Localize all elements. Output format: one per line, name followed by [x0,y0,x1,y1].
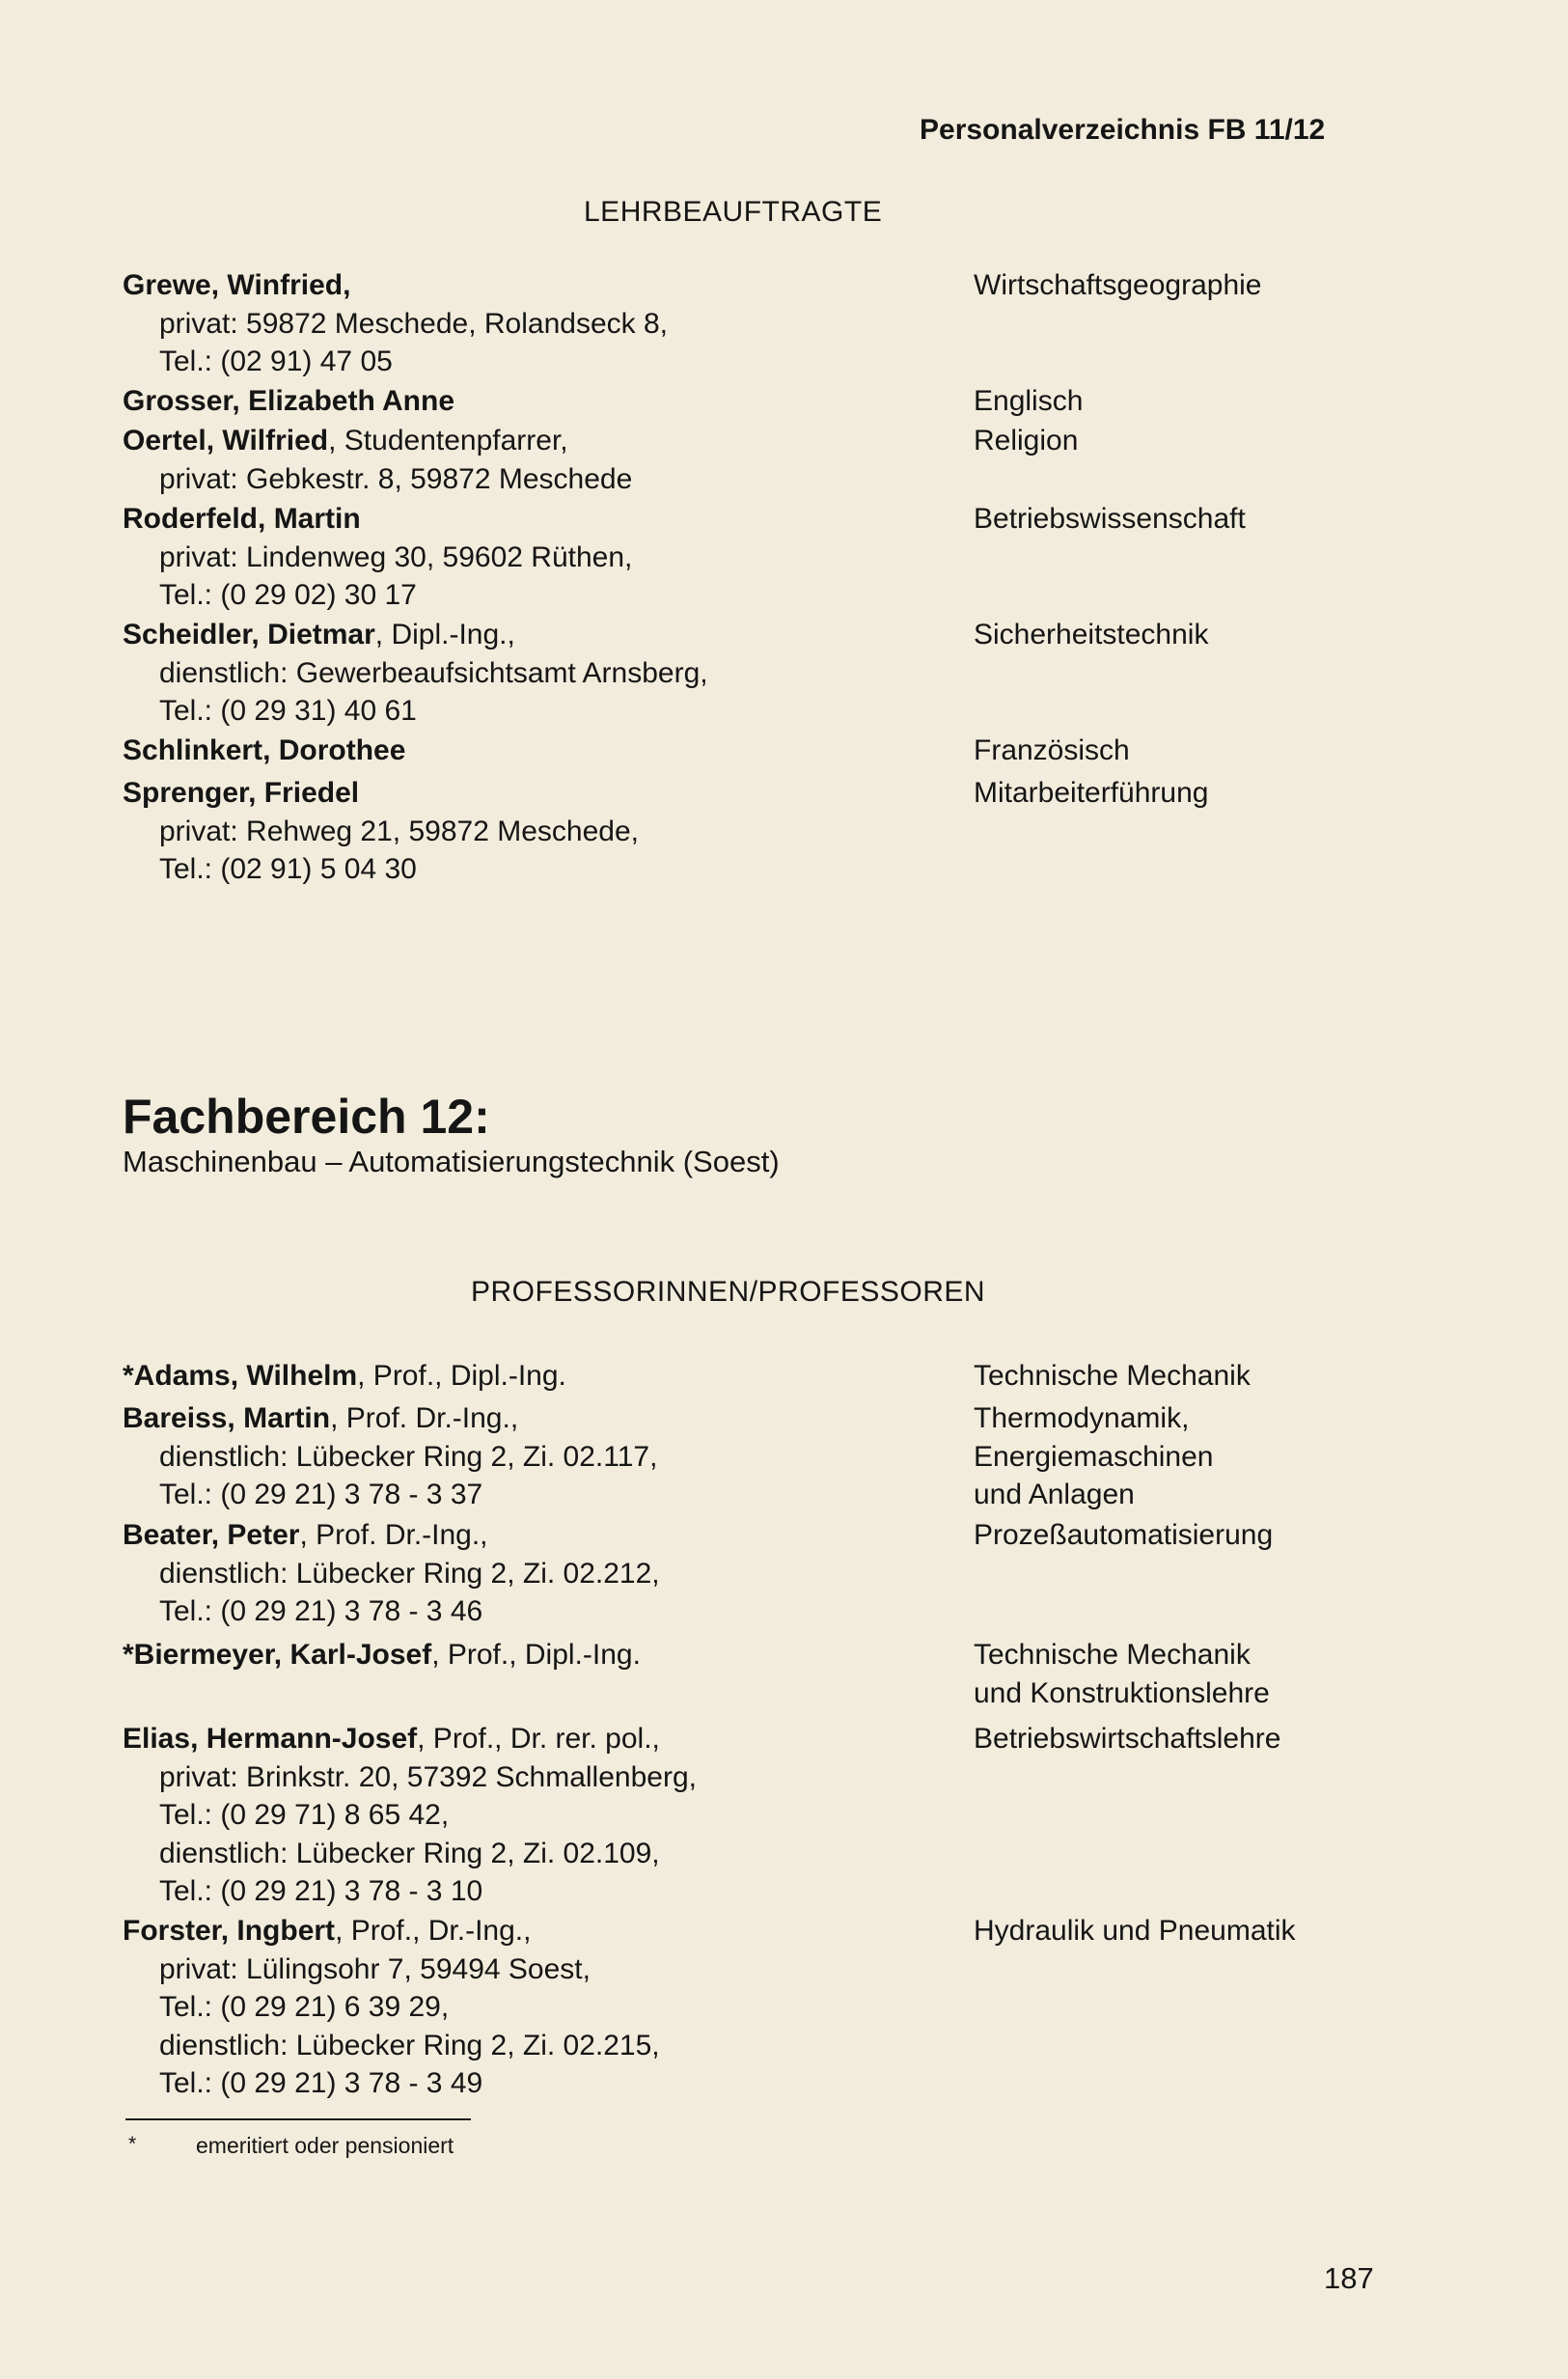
entry-phone: Tel.: (0 29 21) 3 78 - 3 46 [159,1595,483,1627]
entry-phone: Tel.: (0 29 71) 8 65 42, [159,1799,450,1831]
person-entry: Bareiss, Martin, Prof. Dr.-Ing., dienstlich: Lübecker Ring 2, Zi. 02.117, Tel.: (0 29 21) 3 78 - 3 37 [123,1399,991,1514]
fachbereich-title: Fachbereich 12: [123,1090,490,1144]
entry-phone: Tel.: (02 91) 47 05 [159,346,393,377]
entry-address: privat: Lülingsohr 7, 59494 Soest, [159,1952,591,1985]
page-number: 187 [1324,2261,1374,2295]
subject-label: Wirtschaftsgeographie [974,269,1262,301]
subject-label: Mitarbeiterführung [974,777,1209,809]
subject-label: Religion [974,425,1079,456]
person-entry: Grosser, Elizabeth Anne [123,385,455,417]
subject-label: Technische Mechanik und Konstruktionslehre [974,1639,1270,1709]
person-entry: Grewe, Winfried, privat: 59872 Meschede, Rolandseck 8, Tel.: (02 91) 47 05 [123,266,991,381]
entry-phone: Tel.: (0 29 02) 30 17 [159,579,417,611]
entry-address: privat: Rehweg 21, 59872 Meschede, [159,815,639,847]
section-heading-lehrbeauftragte: LEHRBEAUFTRAGTE [584,196,883,228]
person-entry: *Adams, Wilhelm, Prof., Dipl.-Ing. [123,1360,566,1392]
entry-address: privat: Lindenweg 30, 59602 Rüthen, [159,540,633,573]
entry-address: dienstlich: Lübecker Ring 2, Zi. 02.215, [159,2029,660,2061]
entry-address: privat: 59872 Meschede, Rolandseck 8, [159,307,668,340]
entry-phone: Tel.: (02 91) 5 04 30 [159,853,417,885]
subject-label: Prozeßautomatisierung [974,1519,1274,1551]
entry-phone: Tel.: (0 29 21) 3 78 - 3 49 [159,2067,483,2099]
entry-address: dienstlich: Lübecker Ring 2, Zi. 02.212, [159,1557,660,1590]
subject-label: Betriebswissenschaft [974,503,1246,535]
entry-address: dienstlich: Lübecker Ring 2, Zi. 02.109, [159,1837,660,1869]
person-entry: Roderfeld, Martin privat: Lindenweg 30, 59602 Rüthen, Tel.: (0 29 02) 30 17 [123,500,991,615]
person-entry: Elias, Hermann-Josef, Prof., Dr. rer. pol., privat: Brinkstr. 20, 57392 Schmallenberg, Tel.: (0 29 71) 8 65 42, dienstlich: Lübecker Ring 2, Zi. 02.109, Tel.: (0 29 21) 3 78 - 3 10 [123,1720,991,1911]
entry-phone: Tel.: (0 29 21) 6 39 29, [159,1991,450,2023]
footnote-rule [125,2118,471,2120]
footnote-marker: * [128,2133,137,2155]
person-entry: Forster, Ingbert, Prof., Dr.-Ing., privat: Lülingsohr 7, 59494 Soest, Tel.: (0 29 21) 6 39 29, dienstlich: Lübecker Ring 2, Zi. 02.215, Tel.: (0 29 21) 3 78 - 3 49 [123,1912,991,2103]
section-heading-professoren: PROFESSORINNEN/PROFESSOREN [471,1276,986,1308]
entry-address: dienstlich: Gewerbeaufsichtsamt Arnsberg, [159,656,708,689]
subject-label: Englisch [974,385,1084,417]
subject-label: Französisch [974,734,1130,766]
fachbereich-subtitle: Maschinenbau – Automatisierungstechnik (Soest) [123,1145,780,1178]
entry-address: privat: Brinkstr. 20, 57392 Schmallenberg, [159,1760,697,1793]
entry-address: privat: Gebkestr. 8, 59872 Meschede [159,462,633,495]
person-entry: Oertel, Wilfried, Studentenpfarrer, privat: Gebkestr. 8, 59872 Meschede [123,422,991,498]
person-entry: Scheidler, Dietmar, Dipl.-Ing., dienstlich: Gewerbeaufsichtsamt Arnsberg, Tel.: (0 29 31) 40 61 [123,616,991,731]
subject-label: Sicherheitstechnik [974,619,1209,650]
subject-label: Thermodynamik, Energiemaschinen und Anlagen [974,1402,1214,1510]
entry-phone: Tel.: (0 29 31) 40 61 [159,695,417,727]
person-entry: *Biermeyer, Karl-Josef, Prof., Dipl.-Ing. [123,1639,641,1671]
footnote-text: emeritiert oder pensioniert [196,2133,454,2158]
entry-address: dienstlich: Lübecker Ring 2, Zi. 02.117, [159,1440,658,1473]
subject-label: Betriebswirtschaftslehre [974,1723,1281,1755]
subject-label: Technische Mechanik [974,1360,1251,1392]
entry-phone: Tel.: (0 29 21) 3 78 - 3 37 [159,1479,483,1510]
running-header: Personalverzeichnis FB 11/12 [920,114,1326,146]
person-entry: Beater, Peter, Prof. Dr.-Ing., dienstlich: Lübecker Ring 2, Zi. 02.212, Tel.: (0 29 21) 3 78 - 3 46 [123,1516,991,1631]
person-entry: Schlinkert, Dorothee [123,734,406,766]
subject-label: Hydraulik und Pneumatik [974,1915,1296,1947]
entry-phone: Tel.: (0 29 21) 3 78 - 3 10 [159,1875,483,1907]
person-entry: Sprenger, Friedel privat: Rehweg 21, 59872 Meschede, Tel.: (02 91) 5 04 30 [123,774,991,889]
